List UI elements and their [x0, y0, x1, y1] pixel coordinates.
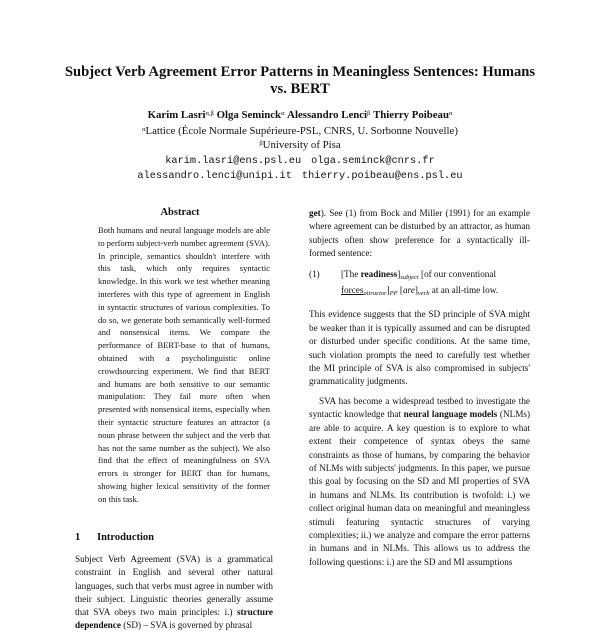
affiliation-mark: β: [259, 140, 263, 147]
author-list: [60, 108, 540, 122]
section-title: Introduction: [97, 532, 154, 543]
attractor-label: attractor: [363, 290, 387, 298]
pp-label: PP: [389, 290, 398, 298]
intro-bold-term: structure dependence: [75, 607, 274, 631]
subject-label: subject: [400, 273, 419, 281]
p1-text: ). See (1) from Bock and Miller (1991) for an example where agreement can be disturbed by an attractor, as human subjects often show preference for a syntactically ill-formed sentence:: [309, 208, 530, 259]
introduction-text: [75, 553, 273, 633]
email-address: karim.lasri@ens.psl.eu: [165, 155, 302, 167]
example-attractor: forces: [341, 285, 364, 296]
paragraph-1: [309, 207, 530, 261]
p3-start: SVA has become a widespread testbed to investigate the syntactic knowledge that: [309, 395, 530, 420]
affiliation-2: [60, 138, 540, 152]
intro-text-end: (SD) – SVA is governed by phrasal: [123, 620, 253, 631]
author-marks: α: [448, 110, 453, 117]
author-name: Karim Lasri: [147, 109, 206, 121]
paper-title: Subject Verb Agreement Error Patterns in Meaningless Sentences: Humans vs. BERT: [64, 64, 536, 97]
example-sentence: (1) [The $readiness]_{subject}$ [of our conventional $forces_{attractor}]_{PP}$ $[are]_{verb}$ at an all-time low.: [309, 268, 499, 298]
author-marks: β: [367, 110, 371, 117]
author-marks: α: [281, 110, 285, 117]
affiliation-1: [60, 124, 540, 138]
verb-label: verb: [417, 290, 430, 298]
p1-bold: get: [309, 208, 321, 218]
example-of: [of our conventional: [421, 268, 497, 279]
author-name: Olga Seminck: [216, 109, 282, 121]
p3-bold: neural language models: [403, 409, 498, 420]
paragraph-2: This evidence suggests that the SD principle of SVA might be weaker than it is typically assumed and can be disrupted or disturbed under specific conditions. At the same time, such violation prompts the need to carefully test whether the MI principle of SVA is also compromised in subjects' grammaticality judgments.: [309, 309, 530, 387]
intro-text-start: Subject Verb Agreement (SVA) is a grammatical constraint in English and several other natural languages, such that verbs must agree in number with their subject. Linguistic theories generally assume that SVA obeys two main principles: i.): [75, 554, 273, 618]
p3-end: (NLMs) are able to acquire. A key question is to explore to what extent their competence of syntax obeys the same constraints as those of humans, by comparing the behavior of NLMs with subjects' judgments. In this paper, we pursue this goal by focusing on the SD and MI properties of SVA in humans and NLMs. Its contribution is twofold: i.) we collect original human data on meaningful and meaningless stimuli featuring syntactic structures of varying complexities; ii.) we analyze and compare the error patterns in humans and in NLMs. This allows us to address the following questions: i.) are the SD and MI assumptions: [309, 409, 531, 567]
email-block: [60, 154, 540, 184]
author-marks: α,β: [205, 110, 214, 117]
section-number: 1: [75, 532, 81, 543]
author-name: Thierry Poibeau: [373, 109, 449, 121]
affiliation-mark: α: [142, 126, 146, 133]
example-number: (1): [309, 268, 320, 279]
author-name: Alessandro Lenci: [287, 109, 368, 121]
example-open: [The: [341, 268, 359, 279]
section-heading: [75, 532, 275, 543]
example-verb: are: [402, 285, 415, 296]
example-tail: at an all-time low.: [431, 285, 499, 296]
affiliation-text: University of Pisa: [262, 139, 341, 151]
email-address: thierry.poibeau@ens.psl.eu: [301, 170, 463, 182]
abstract-heading: Abstract: [160, 207, 200, 218]
example-subject: readiness: [360, 268, 398, 279]
email-address: olga.seminck@cnrs.fr: [311, 155, 435, 167]
right-column: [309, 207, 530, 569]
email-address: alessandro.lenci@unipi.it: [137, 170, 292, 182]
abstract-text: Both humans and neural language models are able to perform subject-verb number agreement (SVA). In principle, semantics shouldn't interfere with this task, which only requires syntactic knowledge. In this work we test whether meaning interferes with this type of agreement in English in syntactic structures of various complexities. To do so, we generate both semantically well-formed and nonsensical items. We compare the performance of BERT-base to that of humans, obtained with a psycholinguistic online crowdsourcing experiment. We find that BERT and humans are both sensitive to our semantic manipulation: They fail more often when presented with nonsensical items, especially when their syntactic structure features an attractor (a noun phrase between the subject and the verb that has not the same number as the subject). We also find that the effect of meaningfulness on SVA errors is stronger for BERT than for humans, showing higher lexical sensitivity of the former on this task.: [98, 225, 270, 504]
affiliation-text: Lattice (École Normale Supérieure-PSL, CNRS, U. Sorbonne Nouvelle): [145, 125, 458, 137]
paragraph-3: [309, 395, 530, 569]
